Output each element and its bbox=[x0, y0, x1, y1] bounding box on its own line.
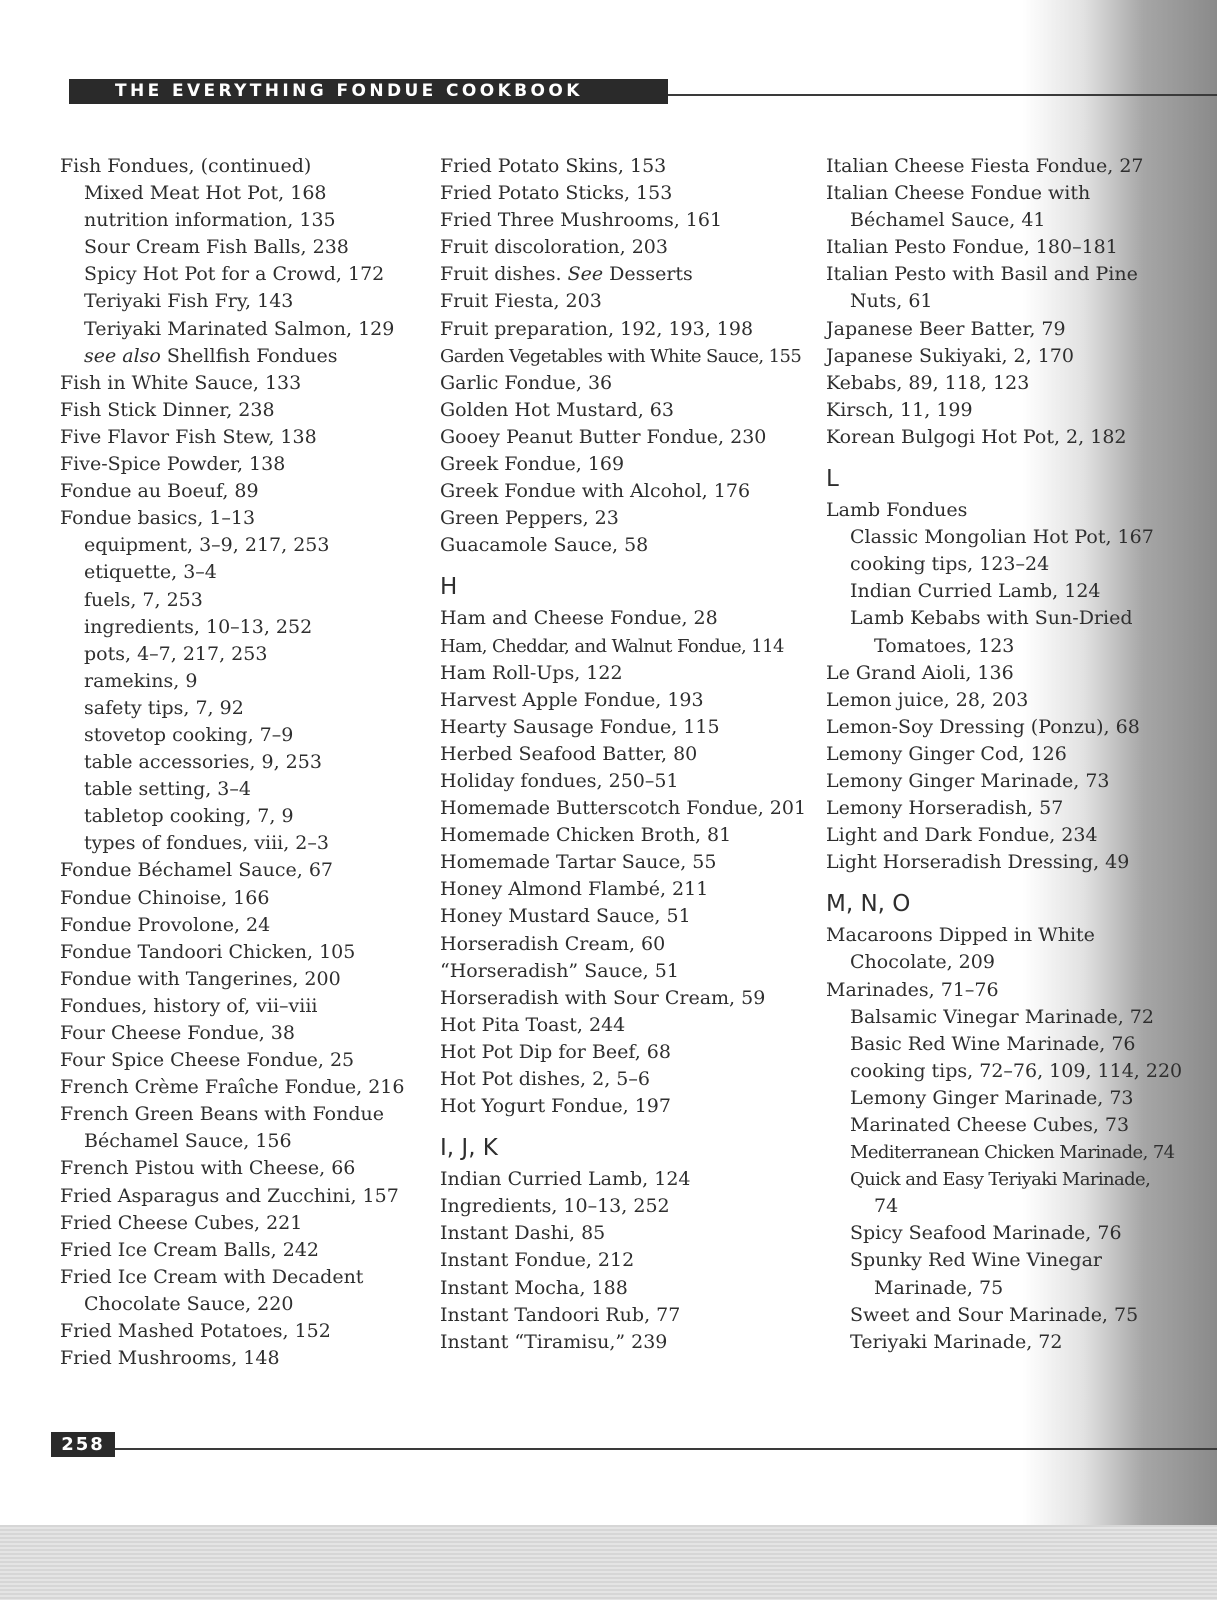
index-entry: Macaroons Dipped in White bbox=[826, 924, 1095, 947]
index-entry: Béchamel Sauce, 41 bbox=[850, 209, 1046, 232]
index-entry: Chocolate, 209 bbox=[850, 951, 995, 974]
index-entry: Fried Cheese Cubes, 221 bbox=[60, 1211, 303, 1234]
index-entry: Lemony Horseradish, 57 bbox=[826, 797, 1064, 820]
index-entry: Lemon juice, 28, 203 bbox=[826, 688, 1029, 711]
index-entry: 74 bbox=[874, 1195, 899, 1218]
index-entry: Golden Hot Mustard, 63 bbox=[440, 398, 674, 421]
index-entry: ramekins, 9 bbox=[84, 669, 198, 692]
index-entry: Spunky Red Wine Vinegar bbox=[850, 1249, 1103, 1272]
index-entry: Sour Cream Fish Balls, 238 bbox=[84, 236, 349, 259]
index-entry: Fried Ice Cream Balls, 242 bbox=[60, 1238, 320, 1261]
index-entry: Holiday fondues, 250–51 bbox=[440, 769, 679, 792]
index-letter-heading: M, N, O bbox=[826, 891, 911, 918]
index-entry: Mixed Meat Hot Pot, 168 bbox=[84, 182, 327, 205]
index-entry: Gooey Peanut Butter Fondue, 230 bbox=[440, 425, 767, 448]
index-entry: Fried Potato Skins, 153 bbox=[440, 155, 667, 177]
index-entry: Fondue basics, 1–13 bbox=[60, 507, 256, 530]
index-entry: Lemony Ginger Cod, 126 bbox=[826, 742, 1067, 765]
index-entry: Fondue Tandoori Chicken, 105 bbox=[60, 940, 356, 963]
index-entry: Teriyaki Marinade, 72 bbox=[850, 1330, 1063, 1353]
index-entry: Japanese Sukiyaki, 2, 170 bbox=[826, 344, 1074, 367]
index-entry: Japanese Beer Batter, 79 bbox=[826, 317, 1066, 340]
index-entry: Nuts, 61 bbox=[850, 290, 933, 313]
index-entry: Fruit Fiesta, 203 bbox=[440, 290, 602, 313]
index-entry: Instant Fondue, 212 bbox=[440, 1249, 635, 1272]
index-entry: Honey Almond Flambé, 211 bbox=[440, 878, 709, 901]
index-entry: types of fondues, viii, 2–3 bbox=[84, 832, 329, 855]
index-entry: cooking tips, 72–76, 109, 114, 220 bbox=[850, 1059, 1183, 1082]
index-entry: Ham Roll-Ups, 122 bbox=[440, 661, 623, 684]
index-entry: Guacamole Sauce, 58 bbox=[440, 534, 649, 557]
index-entry: Five Flavor Fish Stew, 138 bbox=[60, 425, 317, 448]
header-rule bbox=[668, 94, 1217, 96]
index-entry: nutrition information, 135 bbox=[84, 209, 336, 232]
index-entry: Italian Cheese Fiesta Fondue, 27 bbox=[826, 155, 1144, 177]
index-entry: Quick and Easy Teriyaki Marinade, bbox=[850, 1169, 1151, 1191]
index-entry: Ham, Cheddar, and Walnut Fondue, 114 bbox=[440, 635, 784, 657]
index-entry: Hearty Sausage Fondue, 115 bbox=[440, 715, 720, 738]
index-entry: Hot Pot dishes, 2, 5–6 bbox=[440, 1068, 650, 1090]
index-entry: Spicy Seafood Marinade, 76 bbox=[850, 1222, 1122, 1245]
index-entry: Fondue Chinoise, 166 bbox=[60, 886, 270, 909]
index-column-3 bbox=[826, 153, 1186, 1356]
index-entry: Balsamic Vinegar Marinade, 72 bbox=[850, 1005, 1154, 1028]
index-letter-heading: H bbox=[440, 574, 458, 601]
index-entry: Fish in White Sauce, 133 bbox=[60, 371, 302, 394]
index-entry: Homemade Chicken Broth, 81 bbox=[440, 824, 732, 847]
index-entry: pots, 4–7, 217, 253 bbox=[84, 642, 268, 665]
index-entry: Teriyaki Marinated Salmon, 129 bbox=[84, 317, 395, 340]
index-entry: Sweet and Sour Marinade, 75 bbox=[850, 1303, 1139, 1326]
see-label: See bbox=[567, 263, 604, 286]
index-entry: Spicy Hot Pot for a Crowd, 172 bbox=[84, 263, 385, 286]
running-header: THE EVERYTHING FONDUE COOKBOOK bbox=[69, 79, 668, 104]
index-entry: Herbed Seafood Batter, 80 bbox=[440, 742, 698, 765]
index-entry: Four Cheese Fondue, 38 bbox=[60, 1022, 295, 1044]
index-entry: Kirsch, 11, 199 bbox=[826, 398, 973, 421]
index-entry: Lemon-Soy Dressing (Ponzu), 68 bbox=[826, 715, 1140, 738]
entry-text: Desserts bbox=[603, 263, 693, 286]
index-entry: Kebabs, 89, 118, 123 bbox=[826, 371, 1030, 394]
page-number: 258 bbox=[51, 1432, 115, 1457]
index-entry: Fried Potato Sticks, 153 bbox=[440, 182, 673, 205]
index-entry: Lemony Ginger Marinade, 73 bbox=[850, 1086, 1134, 1109]
index-entry: Ham and Cheese Fondue, 28 bbox=[440, 607, 718, 630]
index-entry: Marinades, 71–76 bbox=[826, 978, 999, 1001]
index-entry: Fish Fondues, (continued) bbox=[60, 155, 312, 177]
index-entry: Instant Mocha, 188 bbox=[440, 1276, 628, 1299]
index-entry: Green Peppers, 23 bbox=[440, 507, 619, 530]
index-letter-heading: I, J, K bbox=[440, 1135, 498, 1162]
index-entry: cooking tips, 123–24 bbox=[850, 553, 1050, 576]
index-entry: Four Spice Cheese Fondue, 25 bbox=[60, 1049, 355, 1072]
index-entry: Classic Mongolian Hot Pot, 167 bbox=[850, 526, 1154, 549]
index-entry: Fondue with Tangerines, 200 bbox=[60, 967, 341, 990]
footer-rule bbox=[115, 1448, 1217, 1450]
index-entry: Honey Mustard Sauce, 51 bbox=[440, 905, 691, 928]
index-entry: Instant “Tiramisu,” 239 bbox=[440, 1330, 668, 1353]
index-entry: Fruit discoloration, 203 bbox=[440, 236, 668, 259]
index-entry: Light and Dark Fondue, 234 bbox=[826, 824, 1098, 847]
index-entry: Marinade, 75 bbox=[874, 1276, 1004, 1299]
index-entry: Five-Spice Powder, 138 bbox=[60, 453, 286, 476]
index-entry: Marinated Cheese Cubes, 73 bbox=[850, 1114, 1130, 1136]
index-entry: safety tips, 7, 92 bbox=[84, 696, 244, 719]
index-entry: Fried Mashed Potatoes, 152 bbox=[60, 1320, 331, 1343]
index-entry: Hot Pita Toast, 244 bbox=[440, 1013, 626, 1036]
index-entry bbox=[440, 261, 800, 288]
index-entry: tabletop cooking, 7, 9 bbox=[84, 805, 294, 828]
index-entry: table accessories, 9, 253 bbox=[84, 751, 322, 774]
index-entry: Italian Pesto with Basil and Pine bbox=[826, 263, 1138, 286]
index-entry: Instant Tandoori Rub, 77 bbox=[440, 1303, 681, 1326]
index-entry: Chocolate Sauce, 220 bbox=[84, 1292, 294, 1315]
index-entry bbox=[60, 343, 420, 370]
index-entry: Indian Curried Lamb, 124 bbox=[440, 1168, 691, 1191]
entry-text: Fruit dishes. bbox=[440, 263, 568, 286]
index-entry: Fondue Provolone, 24 bbox=[60, 913, 271, 936]
scan-background bbox=[0, 1525, 1217, 1600]
index-entry: etiquette, 3–4 bbox=[84, 561, 217, 584]
index-entry: Fish Stick Dinner, 238 bbox=[60, 398, 275, 421]
index-entry: Italian Pesto Fondue, 180–181 bbox=[826, 236, 1118, 259]
index-entry: ingredients, 10–13, 252 bbox=[84, 615, 313, 638]
index-entry: equipment, 3–9, 217, 253 bbox=[84, 534, 330, 557]
index-entry: Greek Fondue with Alcohol, 176 bbox=[440, 480, 751, 503]
index-entry: Ingredients, 10–13, 252 bbox=[440, 1195, 670, 1218]
index-entry: Horseradish with Sour Cream, 59 bbox=[440, 986, 766, 1009]
index-entry: Fruit preparation, 192, 193, 198 bbox=[440, 317, 754, 340]
index-entry: Fondue au Boeuf, 89 bbox=[60, 480, 259, 503]
index-entry: Fried Mushrooms, 148 bbox=[60, 1347, 280, 1370]
index-entry: Greek Fondue, 169 bbox=[440, 453, 625, 476]
index-entry: Indian Curried Lamb, 124 bbox=[850, 580, 1101, 603]
index-entry: Homemade Butterscotch Fondue, 201 bbox=[440, 797, 807, 820]
index-entry: Fried Three Mushrooms, 161 bbox=[440, 209, 723, 232]
index-entry: Italian Cheese Fondue with bbox=[826, 182, 1091, 205]
index-letter-heading: L bbox=[826, 466, 839, 493]
entry-text: Shellfish Fondues bbox=[160, 344, 338, 367]
index-entry: Fondue Béchamel Sauce, 67 bbox=[60, 859, 334, 882]
index-entry: Fondues, history of, vii–viii bbox=[60, 994, 318, 1017]
index-entry: Basic Red Wine Marinade, 76 bbox=[850, 1032, 1136, 1055]
index-entry: Hot Pot Dip for Beef, 68 bbox=[440, 1040, 671, 1063]
index-entry: Garden Vegetables with White Sauce, 155 bbox=[440, 345, 802, 367]
index-entry: Light Horseradish Dressing, 49 bbox=[826, 851, 1130, 874]
index-entry: French Green Beans with Fondue bbox=[60, 1103, 384, 1126]
index-entry: Horseradish Cream, 60 bbox=[440, 932, 666, 955]
index-entry: French Pistou with Cheese, 66 bbox=[60, 1157, 356, 1180]
index-entry: Tomatoes, 123 bbox=[874, 634, 1015, 657]
index-column-2 bbox=[440, 153, 807, 1356]
index-entry: French Crème Fraîche Fondue, 216 bbox=[60, 1076, 405, 1099]
index-entry: Mediterranean Chicken Marinade, 74 bbox=[850, 1142, 1175, 1164]
index-entry: Hot Yogurt Fondue, 197 bbox=[440, 1095, 671, 1118]
index-entry: stovetop cooking, 7–9 bbox=[84, 723, 294, 746]
index-entry: “Horseradish” Sauce, 51 bbox=[440, 959, 679, 982]
index-entry: Garlic Fondue, 36 bbox=[440, 371, 613, 394]
index-entry: Lamb Kebabs with Sun-Dried bbox=[850, 607, 1133, 630]
index-entry: Béchamel Sauce, 156 bbox=[84, 1130, 292, 1153]
index-entry: Korean Bulgogi Hot Pot, 2, 182 bbox=[826, 425, 1127, 448]
index-entry: Homemade Tartar Sauce, 55 bbox=[440, 851, 717, 874]
index-entry: Lamb Fondues bbox=[826, 499, 968, 522]
index-entry: fuels, 7, 253 bbox=[84, 588, 203, 611]
index-entry: Fried Ice Cream with Decadent bbox=[60, 1265, 364, 1288]
index-entry: table setting, 3–4 bbox=[84, 778, 251, 801]
index-entry: Harvest Apple Fondue, 193 bbox=[440, 688, 704, 711]
index-entry: Le Grand Aioli, 136 bbox=[826, 661, 1014, 684]
index-entry: Lemony Ginger Marinade, 73 bbox=[826, 769, 1110, 792]
index-column-1 bbox=[60, 153, 420, 1372]
see-also-label: see also bbox=[84, 344, 161, 367]
index-entry: Instant Dashi, 85 bbox=[440, 1222, 606, 1245]
index-entry: Teriyaki Fish Fry, 143 bbox=[84, 290, 294, 313]
index-entry: Fried Asparagus and Zucchini, 157 bbox=[60, 1184, 399, 1207]
